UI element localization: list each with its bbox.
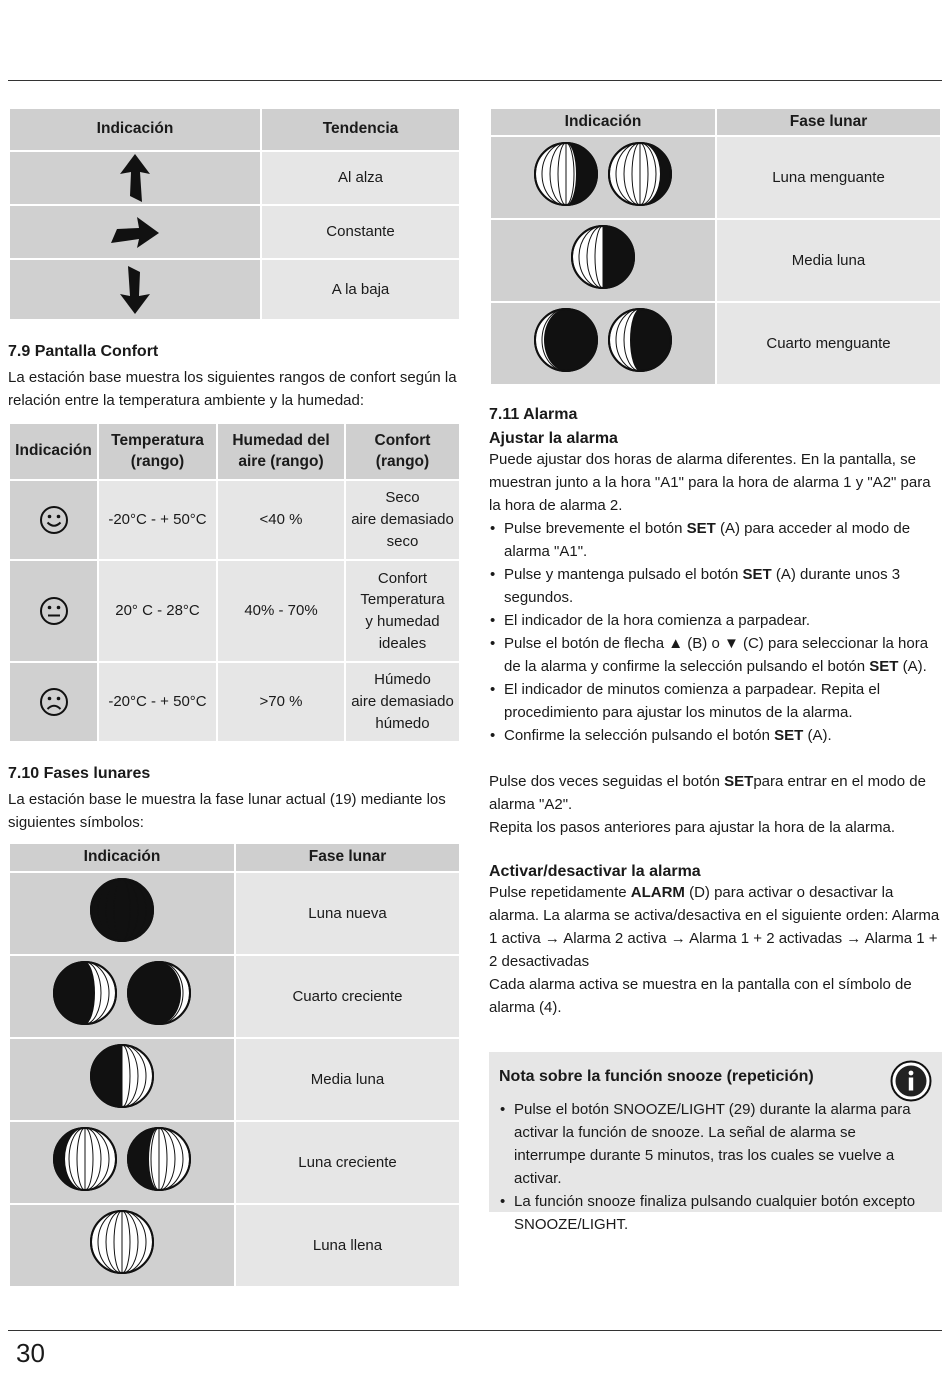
alarm-twice: Pulse dos veces seguidas el botón SETpara entrar en el modo de alarma "A2". xyxy=(489,773,926,813)
comfort-hum: 40% - 70% xyxy=(217,560,345,662)
comfort-table xyxy=(8,422,461,743)
moon-first-quarter-icon xyxy=(89,1043,155,1109)
moon-waning-crescent-icon xyxy=(533,307,673,373)
snooze-note xyxy=(489,1052,942,1233)
moon-waning-gibbous-icon xyxy=(533,141,673,207)
table-row xyxy=(9,205,460,259)
trend-label-down: A la baja xyxy=(261,259,460,320)
comfort-intro: La estación base muestra los siguientes rangos de confort según la relación entre la temperatura ambiente y la humedad: xyxy=(8,369,457,409)
info-icon xyxy=(890,1060,932,1102)
moon-waxing-gibbous-icon xyxy=(52,1126,192,1192)
alarm-each: Cada alarma activa se muestra en la pantalla con el símbolo de alarma (4). xyxy=(489,976,912,1016)
moon-waxing-crescent-icon xyxy=(52,960,192,1026)
comfort-temp: -20°C - + 50°C xyxy=(98,480,217,560)
arrow-down-icon xyxy=(118,264,152,316)
table-row xyxy=(490,219,941,302)
moon-header-phase: Fase lunar xyxy=(235,843,460,872)
comfort-hum: >70 % xyxy=(217,662,345,742)
table-row xyxy=(9,1121,460,1204)
table-row xyxy=(490,136,941,219)
comfort-label-line: Seco xyxy=(385,489,420,507)
table-row xyxy=(490,302,941,385)
comfort-header-temp: Temperatura (rango) xyxy=(98,423,217,480)
comfort-label-line: Confort xyxy=(377,569,428,587)
table-row xyxy=(9,480,460,560)
comfort-header-comfort: Confort (rango) xyxy=(345,423,460,480)
table-row xyxy=(9,955,460,1038)
arrow-right-icon xyxy=(109,215,161,249)
list-item: • El indicador de la hora comienza a parpadear. xyxy=(489,609,942,632)
moon-label: Luna llena xyxy=(235,1204,460,1287)
comfort-temp: 20° C - 28°C xyxy=(98,560,217,662)
list-item: • Pulse el botón SNOOZE/LIGHT (29) durante la alarma para activar la función de snooze. La señal de alarma se interrumpe durante 5 minutos, tras los cuales se vuelve a activar. xyxy=(499,1098,930,1190)
trend-label-up: Al alza xyxy=(261,151,460,205)
comfort-label-line: ideales xyxy=(378,634,427,652)
page-number: 30 xyxy=(16,1338,45,1368)
alarm-set-title: Ajustar la alarma xyxy=(489,430,618,447)
trend-header-tendency: Tendencia xyxy=(261,108,460,151)
moon-label: Luna nueva xyxy=(235,872,460,955)
moon-header-indication: Indicación xyxy=(490,108,716,136)
alarm-toggle-title: Activar/desactivar la alarma xyxy=(489,863,701,880)
table-row xyxy=(9,1204,460,1287)
moon-label: Cuarto creciente xyxy=(235,955,460,1038)
table-row xyxy=(9,872,460,955)
comfort-title: 7.9 Pantalla Confort xyxy=(8,343,159,360)
comfort-label-line: aire demasiado xyxy=(351,693,454,711)
moon-label: Media luna xyxy=(716,219,941,302)
trend-header-indication: Indicación xyxy=(9,108,261,151)
trend-table xyxy=(8,107,461,321)
note-list xyxy=(499,1098,930,1236)
list-item: • El indicador de minutos comienza a parpadear. Repita el procedimiento para ajustar los minutos de la alarma. xyxy=(489,678,942,724)
moon-full-icon xyxy=(89,1209,155,1275)
list-item: • Pulse y mantenga pulsado el botón SET (A) durante unos 3 segundos. xyxy=(489,563,942,609)
moon-intro: La estación base le muestra la fase lunar actual (19) mediante los siguientes símbolos: xyxy=(8,791,446,831)
comfort-header-hum: Humedad del aire (rango) xyxy=(217,423,345,480)
table-row xyxy=(9,1038,460,1121)
footer-rule xyxy=(8,1330,942,1331)
moon-label: Media luna xyxy=(235,1038,460,1121)
comfort-label-line: y humedad xyxy=(365,613,440,630)
smiley-happy-icon xyxy=(39,505,69,535)
comfort-label-line: húmedo xyxy=(375,714,430,732)
moon-title: 7.10 Fases lunares xyxy=(8,765,151,782)
table-row xyxy=(9,259,460,320)
table-row xyxy=(9,151,460,205)
moon-header-indication: Indicación xyxy=(9,843,235,872)
alarm-toggle-text: Pulse repetidamente ALARM (D) para activar o desactivar la alarma. La alarma se activa/desactiva en el siguiente orden: Alarma 1 activa → Alarma 2 activa → Alarma 1 + 2 activadas → Alarma 1 + 2 desactivadas xyxy=(489,884,940,970)
comfort-hum: <40 % xyxy=(217,480,345,560)
comfort-label-line: Temperatura xyxy=(360,591,445,609)
table-row xyxy=(9,662,460,742)
list-item: • Confirme la selección pulsando el botón SET (A). xyxy=(489,724,942,747)
smiley-sad-icon xyxy=(39,687,69,717)
header-rule xyxy=(8,80,942,81)
moon-table-left xyxy=(8,842,461,1288)
moon-table-right xyxy=(489,107,942,386)
comfort-temp: -20°C - + 50°C xyxy=(98,662,217,742)
table-row xyxy=(9,560,460,662)
list-item: • La función snooze finaliza pulsando cualquier botón excepto SNOOZE/LIGHT. xyxy=(499,1190,930,1236)
left-column xyxy=(8,107,461,1288)
alarm-title: 7.11 Alarma xyxy=(489,406,578,423)
moon-label: Luna menguante xyxy=(716,136,941,219)
moon-header-phase: Fase lunar xyxy=(716,108,941,136)
moon-label: Cuarto menguante xyxy=(716,302,941,385)
comfort-label-line: seco xyxy=(386,532,419,550)
alarm-repeat: Repita los pasos anteriores para ajustar la hora de la alarma. xyxy=(489,819,896,836)
comfort-label-line: Húmedo xyxy=(374,671,431,689)
alarm-steps xyxy=(489,517,942,747)
alarm-set-intro: Puede ajustar dos horas de alarma diferentes. En la pantalla, se muestran junto a la hora "A1" para la hora de alarma 1 y "A2" para la hora de alarma 2. xyxy=(489,451,931,514)
moon-new-icon xyxy=(89,877,155,943)
right-column xyxy=(489,107,942,1019)
list-item: • Pulse el botón de flecha ▲ (B) o ▼ (C) para seleccionar la hora de la alarma y confirme la selección pulsando el botón SET (A). xyxy=(489,632,942,678)
moon-label: Luna creciente xyxy=(235,1121,460,1204)
comfort-label-line: aire demasiado xyxy=(351,511,454,529)
comfort-header-indication: Indicación xyxy=(9,423,98,480)
note-title: Nota sobre la función snooze (repetición) xyxy=(499,1068,814,1085)
arrow-up-icon xyxy=(118,152,152,204)
trend-label-constant: Constante xyxy=(261,205,460,259)
smiley-neutral-icon xyxy=(39,596,69,626)
moon-last-quarter-icon xyxy=(570,224,636,290)
list-item: • Pulse brevemente el botón SET (A) para acceder al modo de alarma "A1". xyxy=(489,517,942,563)
